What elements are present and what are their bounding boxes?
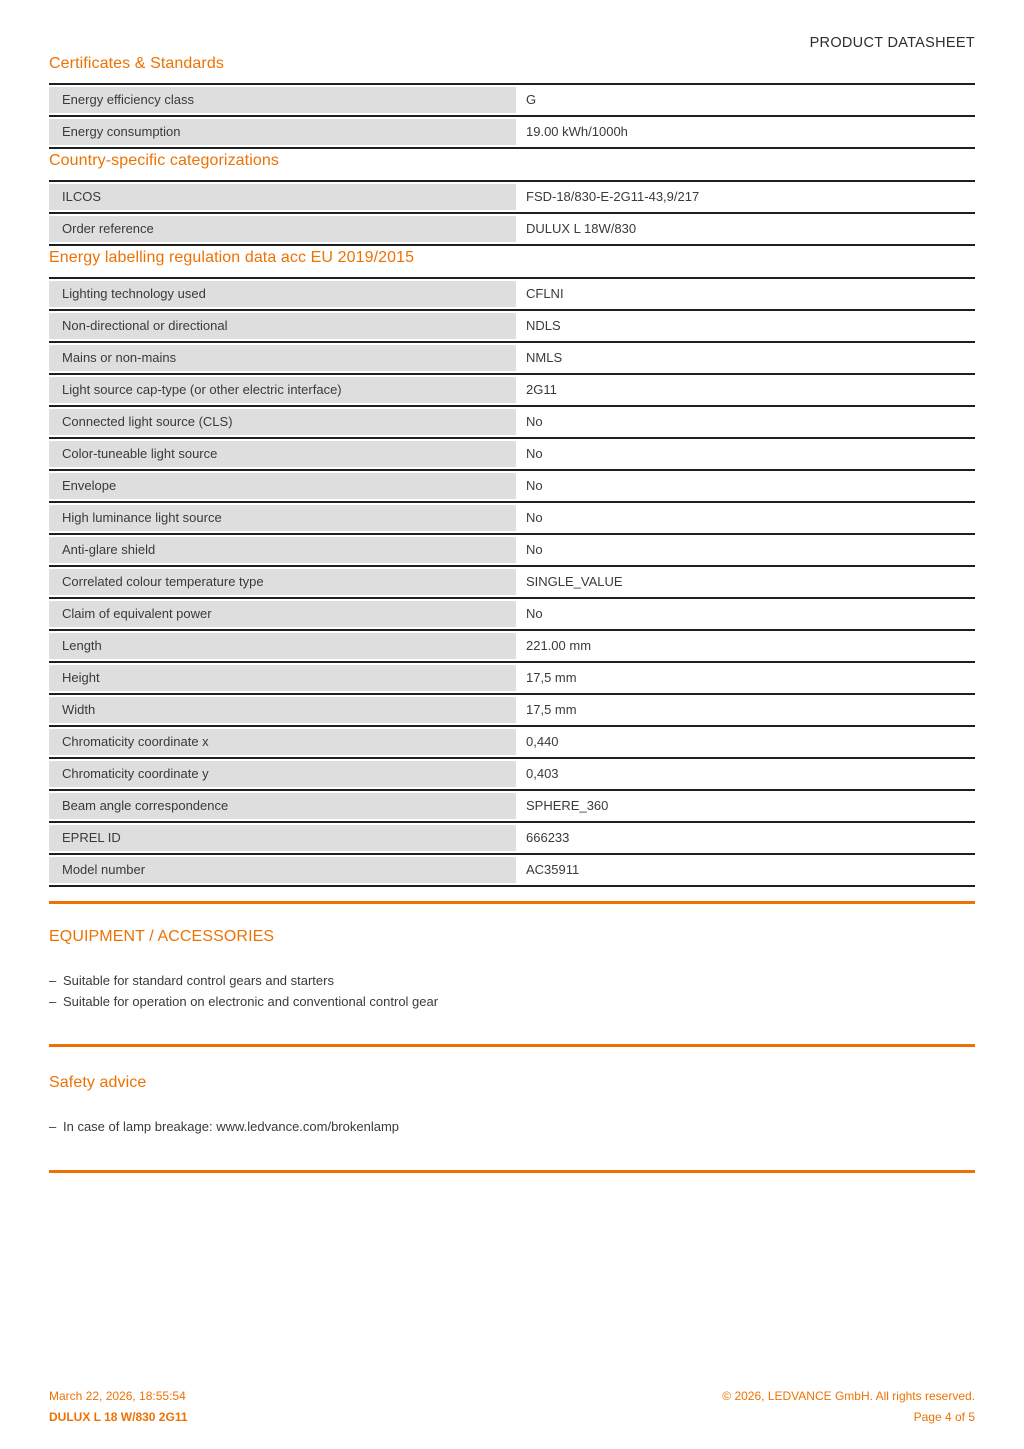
spec-value: No bbox=[516, 537, 975, 563]
spec-label: Chromaticity coordinate x bbox=[49, 729, 516, 755]
spec-label: Width bbox=[49, 697, 516, 723]
spec-label: Length bbox=[49, 633, 516, 659]
row-divider bbox=[49, 597, 975, 599]
spec-label: Order reference bbox=[49, 216, 516, 242]
dash-bullet: – bbox=[49, 1119, 57, 1134]
list-item-text: Suitable for operation on electronic and conventional control gear bbox=[63, 993, 439, 1009]
row-divider bbox=[49, 309, 975, 311]
list-item bbox=[49, 992, 975, 1013]
table-row bbox=[49, 633, 975, 659]
spec-value: No bbox=[516, 409, 975, 435]
footer-right bbox=[722, 1386, 975, 1428]
spec-label: Correlated colour temperature type bbox=[49, 569, 516, 595]
spec-label: Claim of equivalent power bbox=[49, 601, 516, 627]
spec-label: Envelope bbox=[49, 473, 516, 499]
list-item bbox=[49, 971, 975, 992]
spec-label: Color-tuneable light source bbox=[49, 441, 516, 467]
row-divider bbox=[49, 469, 975, 471]
section-separator bbox=[49, 1044, 975, 1047]
dash-bullet: – bbox=[49, 973, 57, 988]
row-divider bbox=[49, 565, 975, 567]
spec-value: 0,403 bbox=[516, 761, 975, 787]
table-row bbox=[49, 184, 975, 210]
row-divider bbox=[49, 725, 975, 727]
table-row bbox=[49, 216, 975, 242]
row-divider bbox=[49, 373, 975, 375]
row-divider bbox=[49, 405, 975, 407]
table-row bbox=[49, 87, 975, 113]
footer-product-name: DULUX L 18 W/830 2G11 bbox=[49, 1410, 188, 1424]
table-row bbox=[49, 697, 975, 723]
spec-label: Anti-glare shield bbox=[49, 537, 516, 563]
safety-advice-list bbox=[49, 1117, 975, 1138]
section-title-certificates: Certificates & Standards bbox=[49, 55, 224, 72]
spec-value: 2G11 bbox=[516, 377, 975, 403]
equipment-list bbox=[49, 971, 975, 1012]
table-row bbox=[49, 537, 975, 563]
dash-bullet: – bbox=[49, 993, 57, 1009]
section-title-energy-labelling: Energy labelling regulation data acc EU 2019/2015 bbox=[49, 249, 415, 266]
row-divider bbox=[49, 853, 975, 855]
row-divider bbox=[49, 501, 975, 503]
spec-value: 0,440 bbox=[516, 729, 975, 755]
table-row bbox=[49, 761, 975, 787]
spec-value: CFLNI bbox=[516, 281, 975, 307]
table-row bbox=[49, 281, 975, 307]
table-top-line bbox=[49, 277, 975, 279]
spec-value: DULUX L 18W/830 bbox=[516, 216, 975, 242]
section-title-country-categorizations: Country-specific categorizations bbox=[49, 152, 279, 169]
spec-table-certificates bbox=[49, 83, 975, 149]
spec-value: No bbox=[516, 601, 975, 627]
table-row bbox=[49, 473, 975, 499]
spec-label: Beam angle correspondence bbox=[49, 793, 516, 819]
spec-value: 221.00 mm bbox=[516, 633, 975, 659]
footer-date: March 22, 2026, 18:55:54 bbox=[49, 1389, 186, 1403]
document-type-label: PRODUCT DATASHEET bbox=[809, 35, 975, 51]
row-divider bbox=[49, 757, 975, 759]
table-row bbox=[49, 825, 975, 851]
spec-label: Non-directional or directional bbox=[49, 313, 516, 339]
row-divider bbox=[49, 693, 975, 695]
list-item-text: Suitable for standard control gears and starters bbox=[63, 973, 334, 988]
spec-value: AC35911 bbox=[516, 857, 975, 883]
section-separator bbox=[49, 1170, 975, 1173]
spec-label: Energy efficiency class bbox=[49, 87, 516, 113]
spec-value: G bbox=[516, 87, 975, 113]
footer-page-number: Page 4 of 5 bbox=[913, 1410, 975, 1424]
table-row bbox=[49, 441, 975, 467]
spec-table-energy-labelling bbox=[49, 277, 975, 887]
footer bbox=[49, 1386, 975, 1428]
spec-label: Height bbox=[49, 665, 516, 691]
row-divider bbox=[49, 244, 975, 246]
table-row bbox=[49, 729, 975, 755]
spec-value: FSD-18/830-E-2G11-43,9/217 bbox=[516, 184, 975, 210]
spec-label: Chromaticity coordinate y bbox=[49, 761, 516, 787]
row-divider bbox=[49, 147, 975, 149]
section-separator bbox=[49, 901, 975, 904]
table-row bbox=[49, 601, 975, 627]
list-item-text: In case of lamp breakage: www.ledvance.com/brokenlamp bbox=[63, 1119, 400, 1134]
row-divider bbox=[49, 885, 975, 887]
row-divider bbox=[49, 661, 975, 663]
table-row bbox=[49, 119, 975, 145]
spec-value: SINGLE_VALUE bbox=[516, 569, 975, 595]
section-title-safety-advice: Safety advice bbox=[49, 1074, 147, 1091]
table-row bbox=[49, 313, 975, 339]
footer-left bbox=[49, 1386, 188, 1428]
spec-label: Model number bbox=[49, 857, 516, 883]
spec-label: EPREL ID bbox=[49, 825, 516, 851]
row-divider bbox=[49, 789, 975, 791]
spec-value: No bbox=[516, 473, 975, 499]
section-title-equipment: EQUIPMENT / ACCESSORIES bbox=[49, 928, 275, 945]
spec-label: Light source cap-type (or other electric interface) bbox=[49, 377, 516, 403]
row-divider bbox=[49, 437, 975, 439]
spec-label: Mains or non-mains bbox=[49, 345, 516, 371]
spec-label: Lighting technology used bbox=[49, 281, 516, 307]
spec-value: 666233 bbox=[516, 825, 975, 851]
row-divider bbox=[49, 533, 975, 535]
row-divider bbox=[49, 212, 975, 214]
table-row bbox=[49, 409, 975, 435]
row-divider bbox=[49, 629, 975, 631]
table-top-line bbox=[49, 180, 975, 182]
spec-value: No bbox=[516, 505, 975, 531]
table-top-line bbox=[49, 83, 975, 85]
table-row bbox=[49, 793, 975, 819]
spec-label: Energy consumption bbox=[49, 119, 516, 145]
spec-value: NMLS bbox=[516, 345, 975, 371]
spec-value: 19.00 kWh/1000h bbox=[516, 119, 975, 145]
table-row bbox=[49, 569, 975, 595]
list-item bbox=[49, 1117, 975, 1138]
spec-table-country-categorizations bbox=[49, 180, 975, 246]
spec-value: No bbox=[516, 441, 975, 467]
row-divider bbox=[49, 341, 975, 343]
row-divider bbox=[49, 115, 975, 117]
spec-value: 17,5 mm bbox=[516, 665, 975, 691]
table-row bbox=[49, 377, 975, 403]
spec-label: ILCOS bbox=[49, 184, 516, 210]
spec-value: SPHERE_360 bbox=[516, 793, 975, 819]
spec-value: 17,5 mm bbox=[516, 697, 975, 723]
table-row bbox=[49, 857, 975, 883]
table-row bbox=[49, 665, 975, 691]
table-row bbox=[49, 505, 975, 531]
spec-label: Connected light source (CLS) bbox=[49, 409, 516, 435]
table-row bbox=[49, 345, 975, 371]
spec-value: NDLS bbox=[516, 313, 975, 339]
spec-label: High luminance light source bbox=[49, 505, 516, 531]
row-divider bbox=[49, 821, 975, 823]
footer-copyright: © 2026, LEDVANCE GmbH. All rights reserved. bbox=[722, 1389, 975, 1403]
